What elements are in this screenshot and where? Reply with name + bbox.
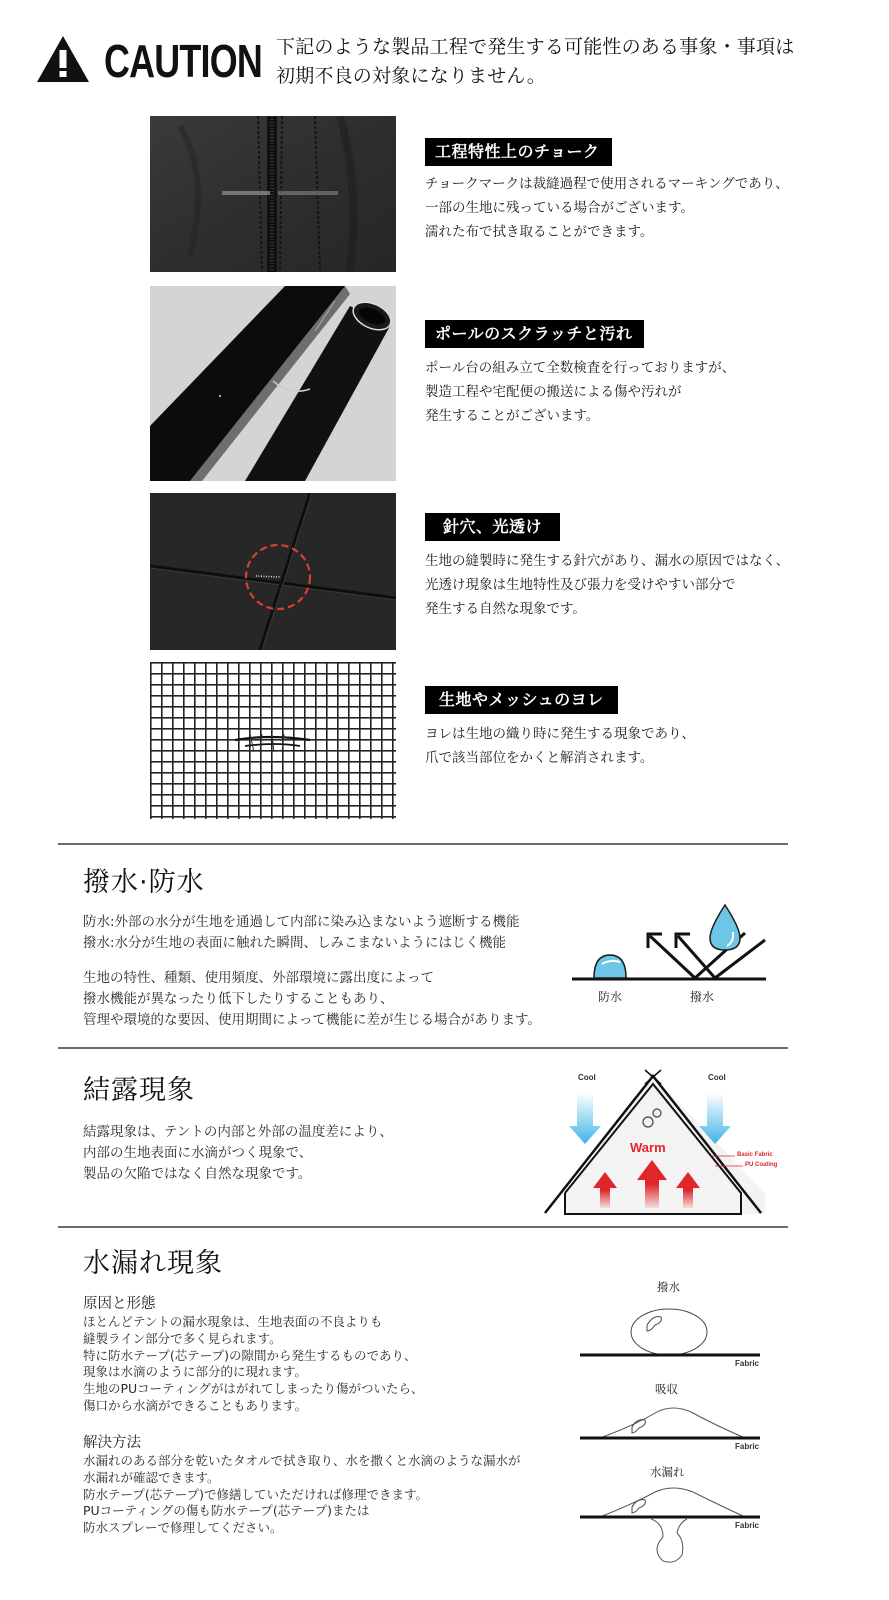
panel-label: 水漏れ [650,1465,685,1479]
condensation-diagram [535,1068,785,1218]
item-line: 生地の縫製時に発生する針穴があり、漏水の原因ではなく、 [425,553,790,569]
fabric-chalk-mark-photo [150,116,396,272]
fabric-label: Fabric [735,1359,760,1368]
cause-line: ほとんどテントの漏水現象は、生地表面の不良よりも [83,1314,383,1329]
cause-line: 傷口から水滴ができることもあります。 [83,1397,308,1413]
item-description [425,172,875,244]
solution-line: 水漏れが確認できます。 [83,1469,220,1485]
item-line: チョークマークは裁縫過程で使用されるマーキングであり、 [425,176,789,192]
needle-hole-photo [150,493,396,650]
panel-label: 吸収 [655,1382,678,1396]
waterproof-definition: 防水:外部の水分が生地を通過して内部に染み込まないよう遮断する機能 [83,914,520,930]
condensation-description [83,1122,393,1185]
cause-title: 原因と形態 [83,1296,156,1312]
solution-title: 解決方法 [83,1435,141,1451]
condensation-title: 結露現象 [83,1075,195,1106]
item-line: 濡れた布で拭き取ることができます。 [425,224,654,240]
leak-solution [83,1434,521,1537]
cause-line: 縫製ライン部分で多く見られます。 [83,1330,282,1346]
cool-label-right: Cool [708,1073,726,1082]
caution-description [276,33,794,91]
caution-header [0,0,889,110]
waterproof-diagram [570,900,770,1010]
cause-line: 生地のPUコーティングがはがれてしまったり傷がついたら、 [83,1381,424,1397]
fabric-label: Fabric [735,1521,760,1530]
basic-fabric-label: Basic Fabric [737,1152,773,1158]
leak-cause [83,1295,423,1415]
solution-line: 防水テープ(芯テープ)で修繕していただければ修理できます。 [83,1486,429,1502]
solution-line: 防水スプレーで修理してください。 [83,1520,283,1536]
item-line: 発生する自然な現象です。 [425,601,586,617]
item-line: ヨレは生地の織り時に発生する現象であり、 [425,726,695,742]
repellent-label: 撥水 [690,990,715,1004]
leak-diagram [575,1275,775,1585]
mesh-warp-photo [150,662,396,819]
caution-title: CAUTION [104,35,262,87]
item-line: 製造工程や宅配便の搬送による傷や汚れが [425,384,682,400]
waterproof-notes [83,968,541,1031]
warning-triangle-icon [36,35,90,83]
solution-line: 水漏れのある部分を乾いたタオルで拭き取り、水を撒くと水滴のような漏水が [83,1453,521,1468]
item-label: 針穴、光透け [425,513,560,541]
item-label: 生地やメッシュのヨレ [425,686,618,714]
item-label: 工程特性上のチョーク [425,138,612,166]
cause-line: 現象は水滴のように部分的に現れます。 [83,1364,308,1380]
warm-label: Warm [630,1140,666,1155]
cause-line: 特に防水テープ(芯テープ)の隙間から発生するものであり、 [83,1347,417,1363]
item-description [425,549,875,621]
description-line: 製品の欠陥ではなく自然な現象です。 [83,1166,312,1182]
item-line: ポール台の組み立て全数検査を行っておりますが、 [425,360,736,376]
description-line: 内部の生地表面に水滴がつく現象で、 [83,1145,313,1161]
description-line: 結露現象は、テントの内部と外部の温度差により、 [83,1124,393,1140]
repellent-definition: 撥水:水分が生地の表面に触れた瞬間、しみこまないようにはじく機能 [83,935,507,951]
leak-title: 水漏れ現象 [83,1248,223,1279]
pole-scratch-photo [150,286,396,481]
pu-coating-label: PU Coating [745,1162,778,1168]
section-divider [58,843,788,845]
solution-line: PUコーティングの傷も防水テープ(芯テープ)または [83,1503,370,1519]
item-mesh [425,686,875,770]
item-description [425,722,875,770]
item-description [425,356,875,428]
caution-line-2: 初期不良の対象になりません。 [276,65,546,87]
item-line: 一部の生地に残っている場合がございます。 [425,200,694,216]
item-line: 光透け現象は生地特性及び張力を受けやすい部分で [425,577,736,593]
panel-label: 撥水 [657,1280,680,1294]
note-line: 撥水機能が異なったり低下したりすることもあり、 [83,991,394,1007]
item-label: ポールのスクラッチと汚れ [425,320,644,348]
waterproof-definitions [83,912,520,954]
waterproof-label: 防水 [598,990,623,1004]
note-line: 生地の特性、種類、使用頻度、外部環境に露出度によって [83,970,434,986]
item-line: 爪で該当部位をかくと解消されます。 [425,750,654,766]
caution-line-1: 下記のような製品工程で発生する可能性のある事象・事項は [276,36,795,58]
item-needle-hole [425,513,875,621]
item-line: 発生することがございます。 [425,408,600,424]
fabric-label: Fabric [735,1442,760,1451]
cool-label-left: Cool [578,1073,596,1082]
item-pole [425,320,875,428]
note-line: 管理や環境的な要因、使用期間によって機能に差が生じる場合があります。 [83,1012,541,1028]
section-divider [58,1226,788,1228]
waterproof-title: 撥水·防水 [83,867,205,898]
section-divider [58,1047,788,1049]
item-chalk [425,138,875,244]
